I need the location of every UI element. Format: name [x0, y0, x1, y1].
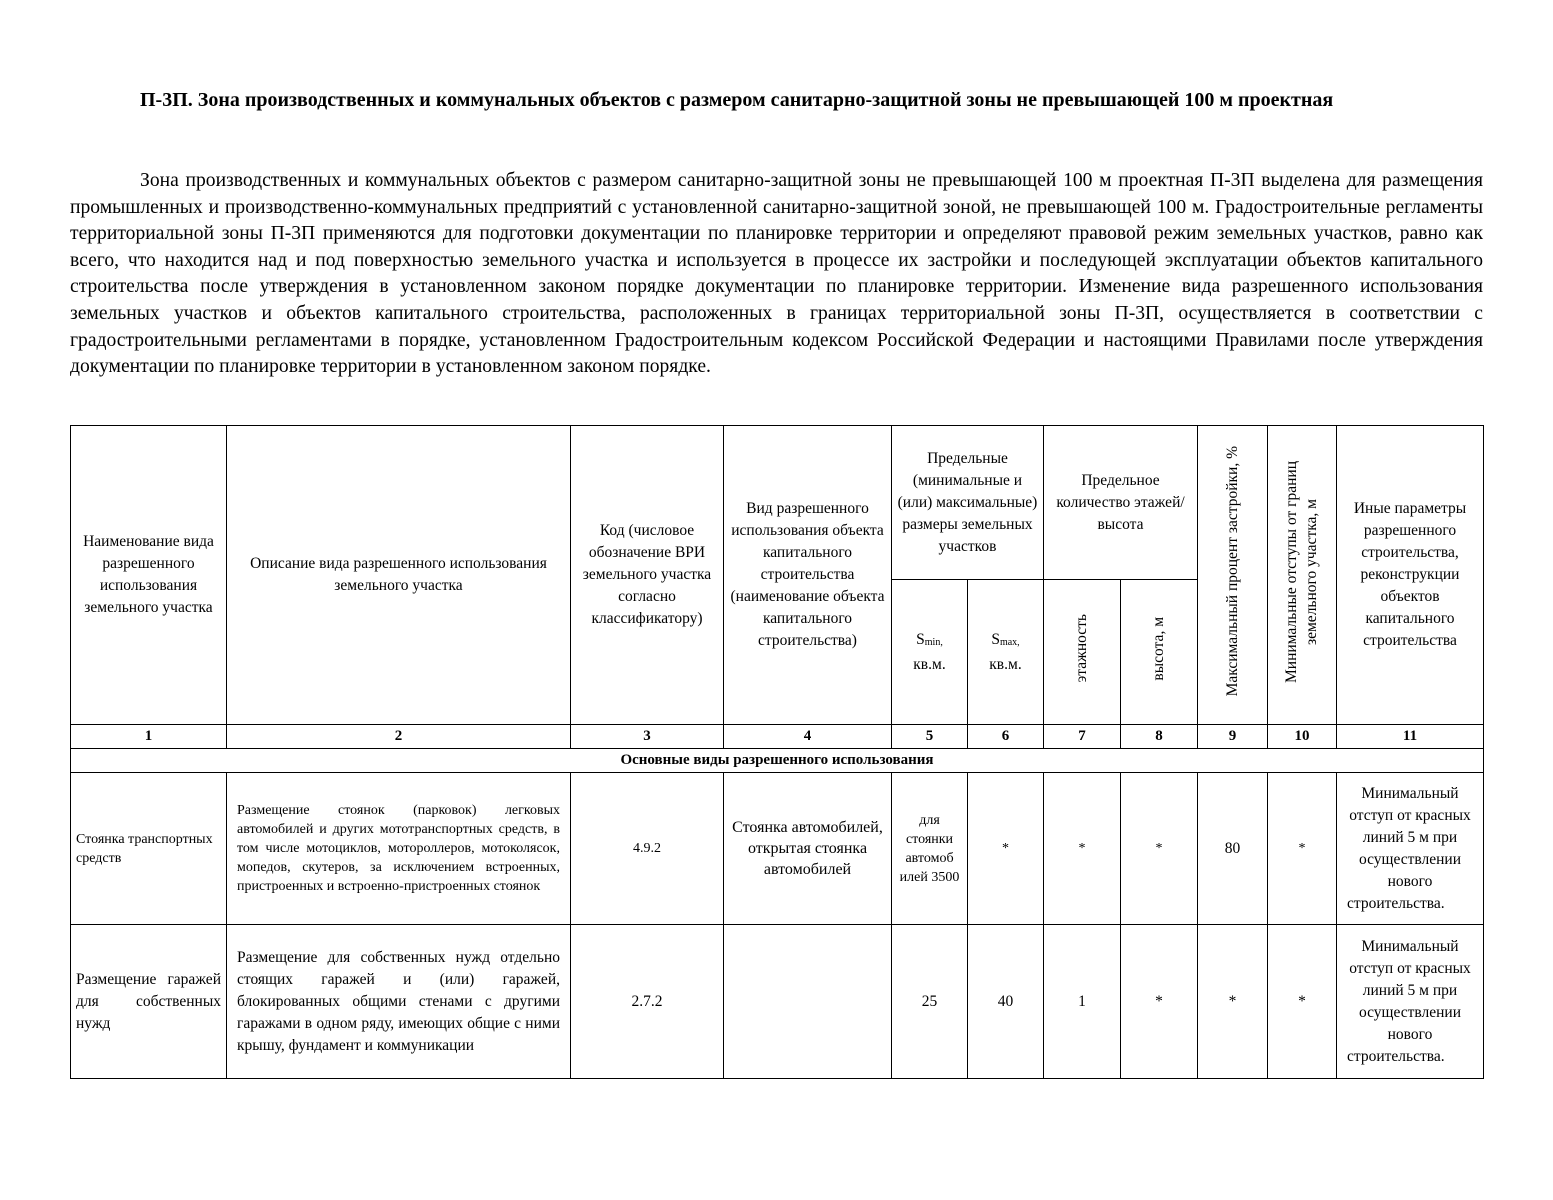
cell-code: 4.9.2	[571, 773, 724, 925]
header-description: Описание вида разрешенного использования земельного участка	[227, 426, 571, 725]
cell-object	[724, 925, 892, 1079]
cell-smax: *	[968, 773, 1044, 925]
cell-object: Стоянка автомобилей, открытая стоянка автомобилей	[724, 773, 892, 925]
cell-coverage: *	[1198, 925, 1268, 1079]
column-number: 2	[227, 725, 571, 749]
cell-description: Размещение для собственных нужд отдельно стоящих гаражей и (или) гаражей, блокированных общими стенами с другими гаражами в одном ряду, имеющих общие с ними крышу, фундамент и коммуникации	[227, 925, 571, 1079]
header-floors-height: Предельное количество этажей/высота	[1044, 426, 1198, 580]
cell-name: Стоянка транспортных средств	[71, 773, 227, 925]
column-number: 7	[1044, 725, 1121, 749]
header-setbacks	[1268, 426, 1337, 725]
column-number: 6	[968, 725, 1044, 749]
column-number: 10	[1268, 725, 1337, 749]
header-object-type: Вид разрешенного использования объекта капитального строительства (наименование объекта капитального строительства)	[724, 426, 892, 725]
column-number: 8	[1121, 725, 1198, 749]
cell-setbacks: *	[1268, 773, 1337, 925]
table-row	[71, 773, 1484, 925]
cell-smax: 40	[968, 925, 1044, 1079]
cell-other: Минимальный отступ от красных линий 5 м при осуществлении нового строительства.	[1337, 773, 1484, 925]
section-title: Основные виды разрешенного использования	[71, 749, 1484, 773]
header-smax: $S_{max,}$ кв.м.	[968, 580, 1044, 725]
cell-name: Размещение гаражей для собственных нужд	[71, 925, 227, 1079]
cell-smin: 25	[892, 925, 968, 1079]
page-title: П-3П. Зона производственных и коммунальных объектов с размером санитарно-защитной зоны не превышающей 100 м проектная	[140, 89, 1334, 111]
header-smin: $S_{min,}$ кв.м.	[892, 580, 968, 725]
cell-smin: для стоянки автомоб илей 3500	[892, 773, 968, 925]
intro-paragraph: Зона производственных и коммунальных объектов с размером санитарно-защитной зоны не превышающей 100 м проектная П-3П выделена для размещения промышленных и производственно-коммунальных предприятий с установленной санитарно-защитной зоной, не превышающей 100 м. Градостроительные регламенты территориальной зоны П-3П применяются для подготовки документации по планировке территории и определяют правовой режим земельных участков, равно как всего, что находится над и под поверхностью земельного участка и используется в процессе их застройки и последующей эксплуатации объектов капитального строительства после утверждения в установленном законом порядке документации по планировке территории. Изменение вида разрешенного использования земельных участков и объектов капитального строительства, расположенных в границах территориальной зоны П-3П, осуществляется в соответствии с градостроительными регламентами в порядке, установленном Градостроительным кодексом Российской Федерации и настоящими Правилами после утверждения документации по планировке территории в установленном законом порядке.	[70, 170, 1483, 378]
header-plot-sizes: Предельные (минимальные и (или) максимальные) размеры земельных участков	[892, 426, 1044, 580]
cell-description: Размещение стоянок (парковок) легковых автомобилей и других мототранспортных средств, в том числе мотоциклов, мотороллеров, мотоколясок, мопедов, скутеров, за исключением встроенных, пристроенных и встроенно-пристроенных стоянок	[227, 773, 571, 925]
section-row	[71, 749, 1484, 773]
column-number: 4	[724, 725, 892, 749]
column-number: 9	[1198, 725, 1268, 749]
cell-setbacks: *	[1268, 925, 1337, 1079]
header-setbacks-text: Минимальные отступы от границ земельного участка, м	[1283, 460, 1320, 683]
header-height: высота, м	[1121, 580, 1198, 725]
header-coverage	[1198, 426, 1268, 725]
cell-coverage: 80	[1198, 773, 1268, 925]
cell-floors: 1	[1044, 925, 1121, 1079]
column-number: 1	[71, 725, 227, 749]
cell-floors: *	[1044, 773, 1121, 925]
column-number: 3	[571, 725, 724, 749]
header-coverage-text: Максимальный процент застройки, %	[1223, 446, 1241, 697]
cell-other: Минимальный отступ от красных линий 5 м при осуществлении нового строительства.	[1337, 925, 1484, 1079]
header-other: Иные параметры разрешенного строительства, реконструкции объектов капитального строительства	[1337, 426, 1484, 725]
column-number: 11	[1337, 725, 1484, 749]
regulations-table	[70, 425, 1484, 1079]
cell-height: *	[1121, 773, 1198, 925]
column-numbers-row	[71, 725, 1484, 749]
header-name: Наименование вида разрешенного использования земельного участка	[71, 426, 227, 725]
header-code: Код (числовое обозначение ВРИ земельного участка согласно классификатору)	[571, 426, 724, 725]
cell-height: *	[1121, 925, 1198, 1079]
column-number: 5	[892, 725, 968, 749]
table-row	[71, 925, 1484, 1079]
cell-code: 2.7.2	[571, 925, 724, 1079]
header-floors: этажность	[1044, 580, 1121, 725]
